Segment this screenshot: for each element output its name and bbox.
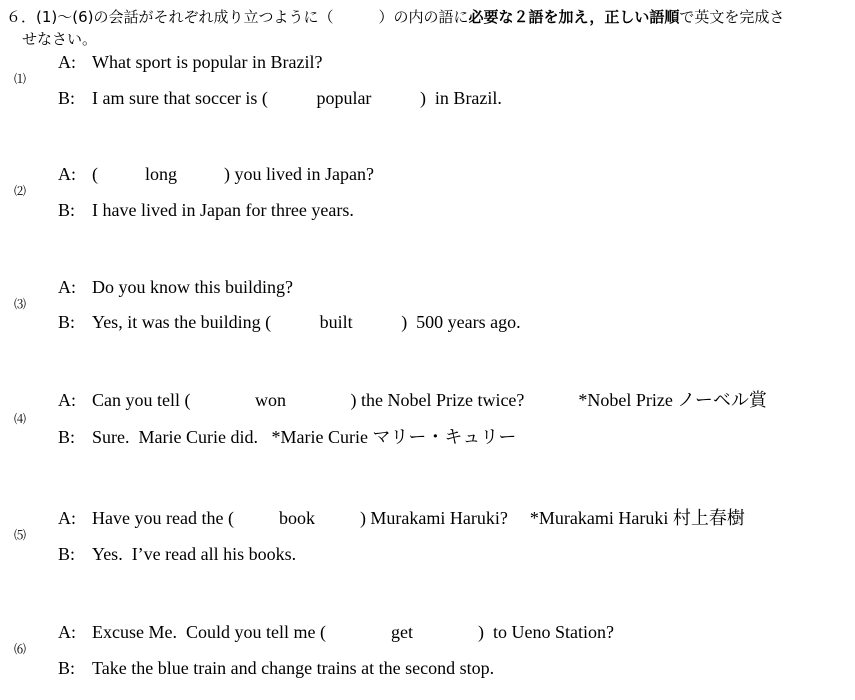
- speaker-label: A:: [58, 622, 76, 642]
- speaker-label: B:: [58, 200, 76, 220]
- q1-line-a: [58, 50, 322, 74]
- instruction-line-2: せなさい。: [22, 30, 98, 48]
- instruction-line-1: [6, 6, 851, 28]
- question-number-5: ⑸: [14, 528, 27, 542]
- dialogue-text: Take the blue train and change trains at the second stop.: [92, 658, 495, 678]
- question-number-3: ⑶: [14, 297, 27, 311]
- speaker-label: B:: [58, 427, 76, 447]
- q6-line-b: [58, 656, 494, 680]
- question-number-1: ⑴: [14, 72, 27, 86]
- dialogue-text-after: ) the Nobel Prize twice?: [350, 390, 525, 410]
- question-number-2: ⑵: [14, 184, 27, 198]
- dialogue-text-before: Excuse Me. Could you tell me (: [92, 622, 326, 642]
- given-word: built: [319, 312, 353, 332]
- instruction-suffix: で英文を完成さ: [679, 8, 785, 26]
- given-word: popular: [316, 88, 372, 108]
- dialogue-text-after: ) Murakami Haruki?: [359, 508, 508, 528]
- question-number-6: ⑹: [14, 642, 27, 656]
- vocab-note: *Murakami Haruki 村上春樹: [529, 508, 745, 528]
- dialogue-text-after: ) in Brazil.: [419, 88, 502, 108]
- dialogue-text: Do you know this building?: [92, 277, 293, 297]
- instruction-emphasis: 必要な２語を加え，正しい語順: [468, 8, 680, 26]
- q5-line-a: [58, 506, 745, 530]
- speaker-label: A:: [58, 508, 76, 528]
- dialogue-text: What sport is popular in Brazil?: [92, 52, 323, 72]
- dialogue-text-before: I am sure that soccer is (: [92, 88, 268, 108]
- dialogue-text-before: Have you read the (: [92, 508, 234, 528]
- speaker-label: B:: [58, 88, 76, 108]
- dialogue-text: Yes. I’ve read all his books.: [92, 544, 297, 564]
- q3-line-b: [58, 310, 521, 334]
- question-number-4: ⑷: [14, 412, 27, 426]
- instruction: [6, 6, 851, 50]
- instruction-prefix: ６．(1)～(6)の会話がそれぞれ成り立つように（ ）の内の語に: [6, 8, 469, 26]
- dialogue-text-before: Can you tell (: [92, 390, 191, 410]
- given-word: book: [278, 508, 315, 528]
- given-word: won: [254, 390, 286, 410]
- vocab-note: *Nobel Prize ノーベル賞: [578, 390, 767, 410]
- q6-line-a: [58, 620, 614, 644]
- speaker-label: A:: [58, 277, 76, 297]
- speaker-label: B:: [58, 658, 76, 678]
- dialogue-text-after: ) to Ueno Station?: [477, 622, 614, 642]
- dialogue-text: I have lived in Japan for three years.: [92, 200, 354, 220]
- q2-line-a: [58, 162, 374, 186]
- q3-line-a: [58, 275, 293, 299]
- q5-line-b: [58, 542, 296, 566]
- q4-line-a: [58, 388, 767, 412]
- speaker-label: B:: [58, 544, 76, 564]
- q4-line-b: [58, 425, 516, 449]
- given-word: long: [144, 164, 177, 184]
- q1-line-b: [58, 86, 502, 110]
- q2-line-b: [58, 198, 354, 222]
- dialogue-text-before: (: [92, 164, 98, 184]
- speaker-label: A:: [58, 390, 76, 410]
- speaker-label: A:: [58, 164, 76, 184]
- dialogue-text-before: Yes, it was the building (: [92, 312, 272, 332]
- speaker-label: A:: [58, 52, 76, 72]
- speaker-label: B:: [58, 312, 76, 332]
- dialogue-text-after: ) 500 years ago.: [401, 312, 521, 332]
- dialogue-text: Sure. Marie Curie did. *Marie Curie マリー・キュリー: [92, 427, 517, 447]
- given-word: get: [390, 622, 413, 642]
- dialogue-text-after: ) you lived in Japan?: [224, 164, 374, 184]
